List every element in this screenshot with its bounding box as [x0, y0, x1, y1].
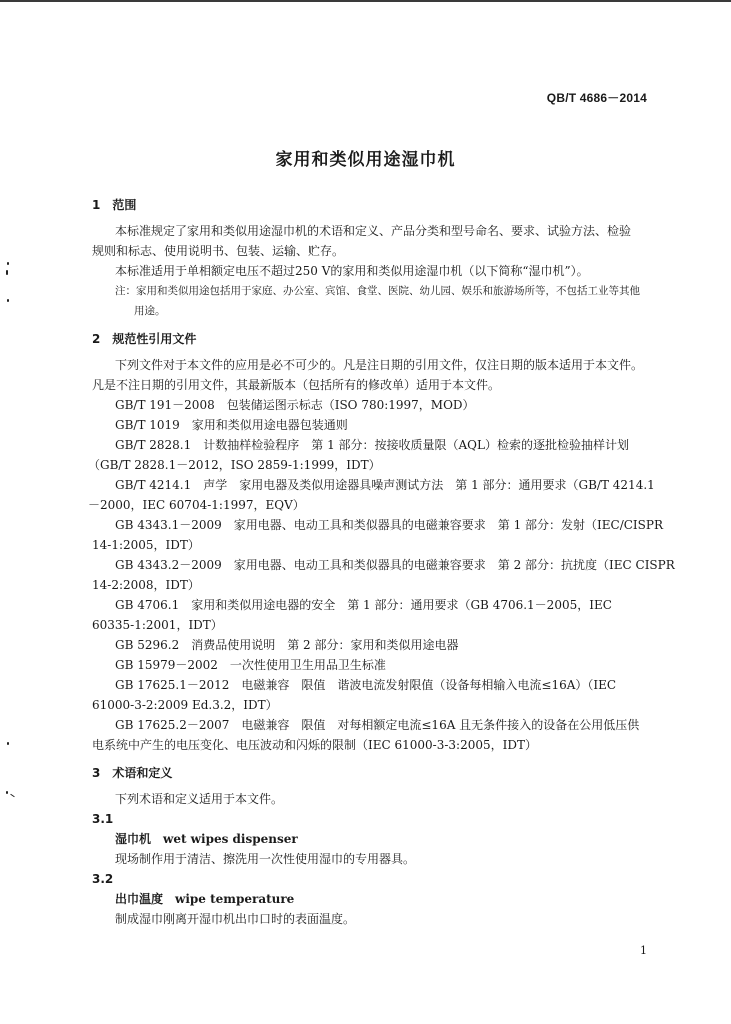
reference-item: 14-1:2005，IDT） [92, 538, 200, 552]
scan-mark [7, 262, 9, 265]
term-name: 湿巾机 wet wipes dispenser [115, 832, 298, 846]
scan-mark [7, 742, 9, 745]
document-number: QB/T 4686－2014 [546, 91, 647, 105]
reference-item: （GB/T 2828.1－2012，ISO 2859-1:1999，IDT） [88, 458, 381, 472]
reference-item: －2000，IEC 60704-1:1997，EQV） [88, 498, 305, 512]
reference-item: 14-2:2008，IDT） [92, 578, 200, 592]
term-definition: 现场制作用于清洁、擦洗用一次性使用湿巾的专用器具。 [115, 852, 416, 866]
paragraph: 凡是不注日期的引用文件，其最新版本（包括所有的修改单）适用于本文件。 [92, 378, 501, 392]
section-1-heading: 1 范围 [92, 198, 137, 212]
reference-item: 电系统中产生的电压变化、电压波动和闪烁的限制（IEC 61000-3-3:2005，IDT） [92, 738, 537, 752]
scan-mark [7, 299, 9, 302]
page-top-border [0, 0, 731, 2]
paragraph: 规则和标志、使用说明书、包装、运输、贮存。 [92, 244, 345, 258]
reference-item: GB 4343.1－2009 家用电器、电动工具和类似器具的电磁兼容要求 第 1 部分：发射（IEC/CISPR [115, 518, 663, 532]
reference-item: 61000-3-2:2009 Ed.3.2，IDT） [92, 698, 278, 712]
reference-item: GB/T 191－2008 包装储运图示标志（ISO 780:1997，MOD） [115, 398, 475, 412]
term-name: 出巾温度 wipe temperature [115, 892, 295, 906]
reference-item: GB 17625.2－2007 电磁兼容 限值 对每相额定电流≤16A 且无条件接入的设备在公用低压供 [115, 718, 640, 732]
note: 用途。 [134, 305, 166, 317]
page-number: 1 [640, 944, 647, 957]
term-number: 3.2 [92, 872, 114, 886]
reference-item: GB 4343.2－2009 家用电器、电动工具和类似器具的电磁兼容要求 第 2 部分：抗扰度（IEC CISPR [115, 558, 675, 572]
reference-item: GB 4706.1 家用和类似用途电器的安全 第 1 部分：通用要求（GB 4706.1－2005，IEC [115, 598, 612, 612]
term-number: 3.1 [92, 812, 114, 826]
term-definition: 制成湿巾刚离开湿巾机出巾口时的表面温度。 [115, 912, 356, 926]
reference-item: GB 17625.1－2012 电磁兼容 限值 谐波电流发射限值（设备每相输入电流≤16A）（IEC [115, 678, 617, 692]
paragraph: 下列文件对于本文件的应用是必不可少的。凡是注日期的引用文件，仅注日期的版本适用于本文件。 [115, 358, 644, 372]
reference-item: GB 5296.2 消费品使用说明 第 2 部分：家用和类似用途电器 [115, 638, 459, 652]
reference-item: GB/T 2828.1 计数抽样检验程序 第 1 部分：按接收质量限（AQL）检索的逐批检验抽样计划 [115, 438, 629, 452]
paragraph: 下列术语和定义适用于本文件。 [115, 792, 284, 806]
reference-item: GB/T 1019 家用和类似用途电器包装通则 [115, 418, 348, 432]
reference-item: GB/T 4214.1 声学 家用电器及类似用途器具噪声测试方法 第 1 部分：通用要求（GB/T 4214.1 [115, 478, 655, 492]
scan-mark [6, 791, 8, 794]
document-title: 家用和类似用途湿巾机 [275, 150, 456, 170]
note: 注：家用和类似用途包括用于家庭、办公室、宾馆、食堂、医院、幼儿园、娱乐和旅游场所等，不包括工业等其他 [115, 285, 640, 297]
section-3-heading: 3 术语和定义 [92, 766, 173, 780]
reference-item: 60335-1:2001，IDT） [92, 618, 223, 632]
paragraph: 本标准规定了家用和类似用途湿巾机的术语和定义、产品分类和型号命名、要求、试验方法、检验 [115, 224, 632, 238]
reference-item: GB 15979－2002 一次性使用卫生用品卫生标准 [115, 658, 386, 672]
scan-mark [6, 270, 8, 275]
section-2-heading: 2 规范性引用文件 [92, 332, 197, 346]
paragraph: 本标准适用于单相额定电压不超过250 V的家用和类似用途湿巾机（以下简称“湿巾机”）。 [115, 264, 589, 278]
scan-mark [10, 794, 15, 798]
